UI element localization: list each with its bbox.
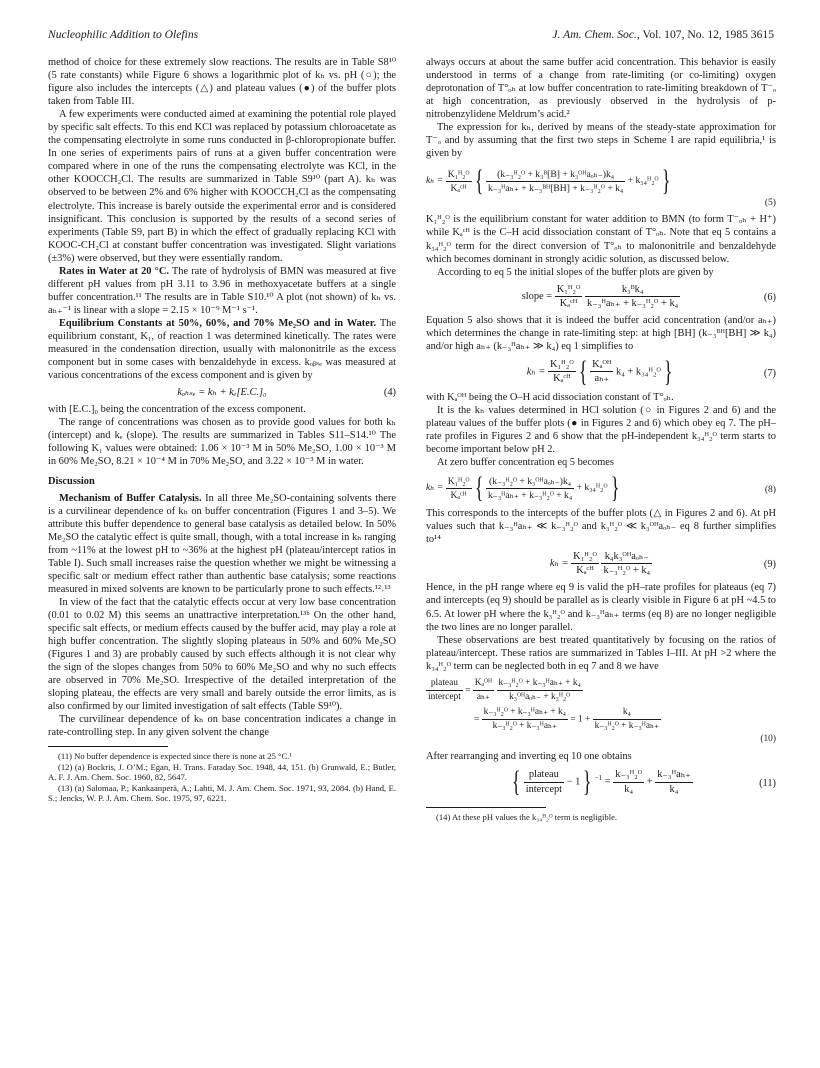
run-in-heading: Rates in Water at 20 °C. [59,265,169,277]
paragraph-text: The rate of hydrolysis of BMN was measured at five different pH values from pH 3.11 to 3.96 in methoxyacetate buffers at a single buffer concentration.¹¹ The results are in Table S10.¹⁰ A plot (not shown) of kₕ vs. aₕ₊⁻¹ is linear with a slope = 2.15 × 10⁻⁹ M⁻¹ s⁻¹. [48,265,396,316]
right-brace: } [610,471,620,505]
paragraph: These observations are best treated quantitatively by focusing on the ratios of plateau/intercept. These ratios are summarized in Tables I–III. At pH >2 where the k₃₄ᴴ₂ᴼ term can be neglected both in eq 7 and 8 we have [426,634,776,672]
denominator: intercept [525,783,563,795]
equation-9 [426,550,776,577]
journal-citation [552,28,774,41]
denominator: k₋₃ᴴ₂ᴼ + k₋₃ᴴaₕ₊ [594,720,660,731]
denominator: k₄ [624,783,634,795]
paragraph: According to eq 5 the initial slopes of the buffer plots are given by [437,266,714,278]
fraction [548,358,576,385]
numerator: plateau [426,677,463,691]
equation-text: − 1 [566,776,581,788]
fraction [446,475,472,502]
paragraph: method of choice for these extremely slow reactions. The results are in Table S8¹⁰ (5 rate constants) while Figure 6 shows a logarithmic plot of kₕ vs. pH (○); the figure also includes the intercepts (△) and plateau values (●) of the buffer plots taken from Table III. [48,57,396,108]
numerator: (k₋₃ᴴ₂ᴼ + k₃ᴮ[B] + k₃ᴼᴴaₒₕ₋)k₄ [486,168,625,182]
equation-tail: k₄ + k₃₄ᴴ₂ᴼ [616,366,661,378]
equation-lhs: kₕ = [426,175,444,187]
fraction [524,768,564,795]
paragraph: Equation 5 also shows that it is indeed the buffer acid concentration (and/or aₕ₊) which determines the change in rate-limiting step: at high [BH] (k₋₃ᴮᴴ[BH] ≫ k₄) and/or high aₕ₊ (k₋₃ᴴaₕ₊ ≫ k₄) eq 1 simplifies to [426,314,776,352]
equation-8 [426,473,776,503]
paragraph: It is the kₕ values determined in HCl solution (○ in Figures 2 and 6) and the plateau values of the buffer plots (● in Figures 2 and 6) which obey eq 7. The pH–rate profiles in Figures 2 and 6 show that the pH-independent k₃₄ᴴ₂ᴼ term starts to become important below pH 2. [426,404,776,456]
equation-6 [426,283,776,310]
fraction [497,677,583,704]
paragraph [48,317,396,382]
numerator: k₋₃ᴴ₂ᴼ + k₋₃ᴴaₕ₊ + k₄ [482,706,568,720]
denominator: Kₐᶜᴴ [559,297,578,309]
equation-line [426,706,776,733]
equation-tail: + k₃₄ᴴ₂ᴼ [627,175,659,187]
denominator: Kₐᶜᴴ [553,373,571,385]
plus-sign: + [646,776,653,788]
numerator: k₄k₃ᴼᴴaₒₕ₋ [601,550,652,564]
paragraph: K₁ᴴ₂ᴼ is the equilibrium constant for water addition to BMN (to form T⁻ₒₕ + H⁺) while Kₐᶜᴴ is the C–H acid dissociation constant of T°ₒₕ. Note that eq 5 contains a k₃₄ᴴ₂ᴼ term for the direct conversion of T°ₒₕ to malononitrile and benzaldehyde which becomes dominant in strongly acidic solution, as discussed below. [426,214,776,265]
fraction [571,550,599,577]
denominator: k₋₃ᴴ₂ᴼ + k₄ [603,565,651,577]
numerator: K₁ᴴ₂ᴼ [571,550,599,564]
footnote: (12) (a) Bockris, J. O’M.; Egan, H. Trans. Faraday Soc. 1948, 44, 151. (b) Grunwald, E.; Butler, A. F. J. Am. Chem. Soc. 1960, 82, 5647. [48,761,396,783]
equation-lhs: kₕ = [549,558,569,570]
section-heading: Discussion [48,476,95,488]
left-brace: { [512,765,521,799]
equation-5 [426,166,776,209]
equation-number: (11) [759,778,776,790]
equation-lhs: slope = [521,290,553,302]
numerator: k₄ [593,706,661,720]
right-brace: } [583,765,592,799]
numerator: K₁ᴴ₂ᴼ [548,358,576,372]
numerator: K₁ᴴ₂ᴼ [446,475,472,489]
equation-number: (6) [763,291,776,303]
left-brace: { [578,354,588,388]
denominator: k₋₃ᴴaₕ₊ + k₋₃ᴮᴴ[BH] + k₋₃ᴴ₂ᴼ + k₄ [487,182,624,194]
paragraph: The curvilinear dependence of kₕ on base concentration indicates a change in rate-controlling step. In any given solvent the change [48,714,396,739]
right-brace: } [663,354,673,388]
footnote-rule [426,807,546,808]
fraction [446,168,472,195]
footnote: (11) No buffer dependence is expected since there is none at 25 °C.¹ [58,751,292,762]
exponent: −1 [594,773,603,782]
paragraph: In view of the fact that the catalytic effects occur at very low base concentration (0.01 to 0.02 M) this seems an unattractive interpretation.¹³ᵇ On the other hand, specific salt effects, or medium effects caused by the buffer acid, may play a role at high buffer concentration. The slightly sloping plateaus in 50% and 60% Me₂SO (Figures 1 and 3) are probably caused by such effects although it is not clear why the sign of the slopes changes from 50% to 60% Me₂SO and why no such effects are observed in 70% Me₂SO. Irrespective of the detailed interpretation of the sloping plateau, the effects are very small and barely outside the error limits, as is also confirmed by our limited investigation of salt effects (Table S9¹⁰). [48,596,396,713]
footnote: (13) (a) Salomaa, P.; Kankaanperä, A.; Lahti, M. J. Am. Chem. Soc. 1971, 93, 2084. (b) Hand, E. S.; Jencks, W. P. J. Am. Chem. Soc. 1975, 97, 6221. [48,782,396,804]
equation-7 [426,354,776,388]
fraction [426,677,463,704]
footnote: (14) At these pH values the k₃₄ᴴ₂ᴼ term is negligible. [436,812,618,823]
paragraph [48,492,396,596]
numerator: Kₐᴼᴴ [473,677,494,691]
denominator: Kₐᶜᴴ [450,182,467,194]
numerator: k₃ᴮk₄ [585,283,680,297]
denominator: Kₐᶜᴴ [576,565,594,577]
left-brace: { [474,471,484,505]
denominator: aₕ₊ [476,691,491,702]
equation-lhs: kₕ = [426,482,444,494]
equation-number: (4) [383,387,396,399]
paragraph [48,265,396,317]
numerator: Kₐᴼᴴ [590,358,613,372]
equation-body: kₒₕₛₑ = kₕ + kₑ[E.C.]₀ [177,387,267,399]
equation-4 [48,386,396,399]
paragraph: After rearranging and inverting eq 10 one obtains [426,750,632,762]
denominator: intercept [428,691,461,702]
denominator: Kₐᶜᴴ [450,489,467,501]
fraction [655,768,692,795]
run-in-heading: Mechanism of Buffer Catalysis. [59,492,202,504]
equation-number: (8) [764,484,776,496]
denominator: k₋₃ᴴaₕ₊ + k₋₃ᴴ₂ᴼ + k₄ [487,489,573,501]
paragraph: with [E.C.]₀ being the concentration of the excess component. [48,404,306,416]
paragraph: This corresponds to the intercepts of the buffer plots (△ in Figures 2 and 6). At pH values such that k₋₃ᴴaₕ₊ ≪ k₋₃ᴴ₂ᴼ and k₃ᴴ₂ᴼ ≪ k₃ᴼᴴaₒₕ₋ eq 8 further simplifies to¹⁴ [426,508,776,546]
denominator: k₋₃ᴴaₕ₊ + k₋₃ᴴ₂ᴼ + k₄ [587,297,679,309]
paragraph: always occurs at about the same buffer acid concentration. This behavior is easily understood in terms of a change from rate-limiting (or co-limiting) oxygen deprotonation of T°ₒₕ at low buffer concentration to rate-limiting breakdown of T⁻ₒ at high concentration, as previously observed in the hydrolysis of p-nitrobenzylidene Meldrum’s acid.² [426,57,776,121]
denominator: k₄ [669,783,679,795]
paragraph: A few experiments were conducted aimed at examining the potential role played by specific salt effects. To this end KCl was replaced by potassium chloroacetate as the compensating electrolyte in some runs conducted in β-chloropropionate buffer. In one series of experiments pairs of runs at a given buffer concentration were compared where in one of the runs the compensating electrolyte was KCl, in the other KOOCCH₂Cl. The results are summarized in Table S9¹⁰ (part A). kₕ was observed to be between 2% and 6% higher with KOOCCH₂Cl as the compensating electrolyte. This increase is barely outside the experimental error and is considered insignificant. This conclusion is supported by the results of a second series of experiments (Table S9, part B) in which the effect of gradually replacing KCl with KOOC-CH₂Cl at constant buffer concentration was investigated. Slight variations (±3%) were observed, but they were essentially random. [48,109,396,264]
paragraph-text: The equilibrium constant, K₁, of reaction 1 was determined kinetically. The rates were measured in the condensation direction, usually with malononitrile as the excess component but in some cases with benzaldehyde in excess. kₒᵦₛₑ was measured at various concentrations of the excess component and is given by [48,317,396,382]
equals-sign: = [474,714,480,725]
numerator: K₁ᴴ₂ᴼ [555,283,583,297]
equation-10 [426,677,776,746]
paragraph: The range of concentrations was chosen as to provide good values for both kₕ (intercept) and kₑ (slope). The results are summarized in Tables S11–S14.¹⁰ The following K₁ values were obtained: 1.06 × 10⁻³ M in 50% Me₂SO, 1.00 × 10⁻³ M in 60% Me₂SO, 8.21 × 10⁻⁴ M in 70% Me₂SO, and 3.22 × 10⁻³ M in water. [48,417,396,468]
equals-sign: = [604,776,611,788]
equation-11 [426,767,776,797]
paragraph: At zero buffer concentration eq 5 becomes [437,457,614,469]
fraction [486,475,574,502]
numerator: plateau [524,768,564,782]
equation-lhs: kₕ = [526,366,546,378]
fraction [590,358,613,385]
equation-number: (9) [763,559,776,571]
equation-tail: + k₃₄ᴴ₂ᴼ [576,482,608,494]
fraction [486,168,625,195]
running-title: Nucleophilic Addition to Olefins [48,28,199,41]
numerator: K₁ᴴ₂ᴼ [446,168,472,182]
denominator: aₕ₊ [594,373,610,385]
paragraph: Hence, in the pH range where eq 9 is valid the pH–rate profiles for plateaus (eq 7) and intercepts (eq 9) should be parallel as is clearly visible in Figure 6 at pH ~4.5 to 6.5. At lower pH where the k₃ᴴ₂ᴼ and k₋₃ᴴaₕ₊ terms (eq 8) are no longer negligible the two lines are no longer parallel. [426,582,776,633]
right-brace: } [661,164,671,198]
left-brace: { [474,164,484,198]
numerator: (k₋₃ᴴ₂ᴼ + k₃ᴼᴴaₒₕ₋)k₄ [486,475,574,489]
equation-number: (10) [760,733,776,744]
fraction [601,550,652,577]
equation-number: (7) [763,367,776,379]
fraction [593,706,661,733]
numerator: k₋₃ᴴ₂ᴼ + k₋₃ᴴaₕ₊ + k₄ [497,677,583,691]
journal-name: J. Am. Chem. Soc., [552,28,640,41]
right-column [426,56,776,822]
fraction [482,706,568,733]
denominator: k₃ᴼᴴaₒₕ₋ + k₃ᴴ₂ᴼ [509,691,571,702]
denominator: k₋₃ᴴ₂ᴼ + k₋₃ᴴaₕ₊ [492,720,557,731]
numerator: k₋₃ᴴaₕ₊ [655,768,692,782]
equation-text: = 1 + [570,714,591,725]
footnote-rule [48,746,168,747]
volume-page: Vol. 107, No. 12, 1985 3615 [639,28,774,41]
fraction [473,677,494,704]
equation-number: (5) [764,197,776,209]
equals-sign: = [465,685,471,696]
paragraph: The expression for kₕ, derived by means of the steady-state approximation for T⁻ₒ and by assuming that the first two steps in Scheme I are rapid equilibria,¹ is given by [426,122,776,160]
fraction [585,283,680,310]
left-column [48,56,396,803]
numerator: k₋₃ᴴ₂ᴼ [613,768,644,782]
run-in-heading: Equilibrium Constants at 50%, 60%, and 70% Me₂SO and in Water. [59,317,377,329]
paragraph-text: In all three Me₂SO-containing solvents there is a curvilinear dependence of kₕ on buffer concentration (Figures 1 and 3–5). We attribute this buffer dependence to general base catalysis as detailed below. In 50% Me₂SO the catalytic effect is quite small, though, with a total increase in kₕ ranging from ~11% at the lowest pH to ~36% at the highest pH (plateau/intercept ratios in Table I). Such small increases raise the question whether we might be witnessing a specific salt or medium effect rather than authentic base catalysis; some reactions measured in mixed solvents are known to be particularly prone to such effects.¹²˒¹³ [48,492,396,595]
fraction [613,768,644,795]
fraction [555,283,583,310]
paragraph: with Kₐᴼᴴ being the O–H acid dissociation constant of T°ₒₕ. [426,391,674,403]
equation-line [426,677,776,704]
